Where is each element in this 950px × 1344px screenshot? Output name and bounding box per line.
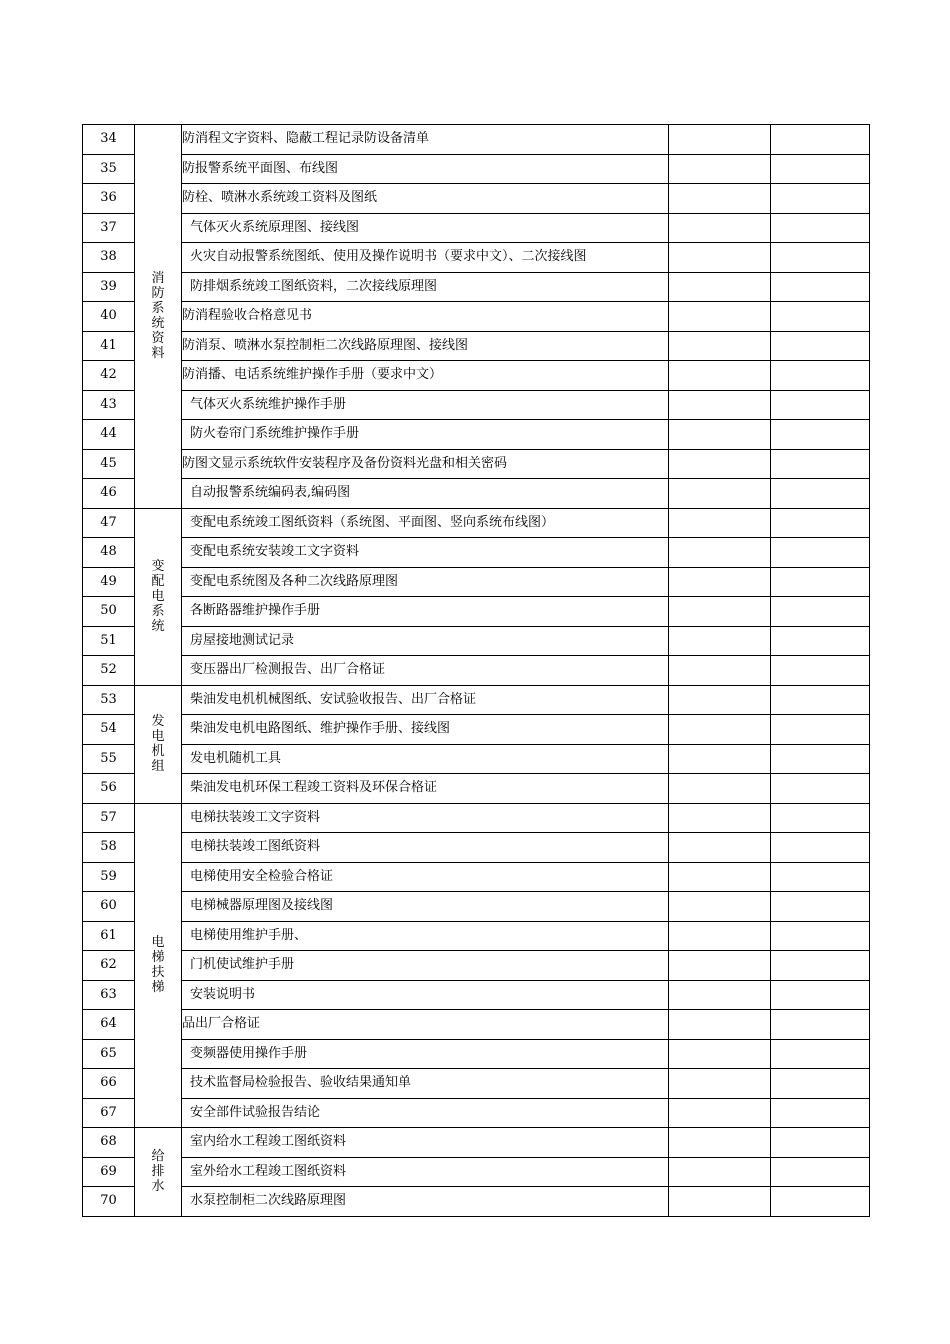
blank-cell-b — [771, 1157, 870, 1187]
table-row — [83, 626, 870, 656]
row-number: 53 — [83, 685, 135, 715]
blank-cell-a — [669, 833, 771, 863]
table-row — [83, 685, 870, 715]
row-number: 63 — [83, 980, 135, 1010]
item-description: 变压器出厂检测报告、出厂合格证 — [182, 656, 669, 686]
category-label: 给排水 — [151, 1149, 165, 1195]
item-description: 品出厂合格证 — [182, 1010, 669, 1040]
item-description: 变配电系统安装竣工文字资料 — [182, 538, 669, 568]
blank-cell-b — [771, 420, 870, 450]
blank-cell-a — [669, 774, 771, 804]
blank-cell-a — [669, 1098, 771, 1128]
item-description: 水泵控制柜二次线路原理图 — [182, 1187, 669, 1217]
table-row — [83, 508, 870, 538]
table-row — [83, 803, 870, 833]
item-description: 防报警系统平面图、布线图 — [182, 154, 669, 184]
table-row — [83, 892, 870, 922]
row-number: 54 — [83, 715, 135, 745]
row-number: 38 — [83, 243, 135, 273]
blank-cell-a — [669, 125, 771, 155]
row-number: 48 — [83, 538, 135, 568]
category-label: 发电机组 — [151, 714, 165, 774]
item-description: 防火卷帘门系统维护操作手册 — [182, 420, 669, 450]
blank-cell-a — [669, 803, 771, 833]
item-description: 房屋接地测试记录 — [182, 626, 669, 656]
row-number: 69 — [83, 1157, 135, 1187]
row-number: 37 — [83, 213, 135, 243]
blank-cell-b — [771, 479, 870, 509]
blank-cell-a — [669, 361, 771, 391]
item-description: 防排烟系统竣工图纸资料，二次接线原理图 — [182, 272, 669, 302]
blank-cell-b — [771, 685, 870, 715]
blank-cell-a — [669, 302, 771, 332]
row-number: 60 — [83, 892, 135, 922]
blank-cell-a — [669, 331, 771, 361]
blank-cell-a — [669, 1010, 771, 1040]
row-number: 68 — [83, 1128, 135, 1158]
table-row — [83, 302, 870, 332]
blank-cell-b — [771, 243, 870, 273]
blank-cell-a — [669, 272, 771, 302]
blank-cell-a — [669, 744, 771, 774]
table-row — [83, 479, 870, 509]
row-number: 56 — [83, 774, 135, 804]
blank-cell-b — [771, 272, 870, 302]
table-row — [83, 243, 870, 273]
table-row — [83, 1098, 870, 1128]
table-row — [83, 125, 870, 155]
blank-cell-b — [771, 567, 870, 597]
blank-cell-a — [669, 656, 771, 686]
row-number: 42 — [83, 361, 135, 391]
item-description: 室外给水工程竣工图纸资料 — [182, 1157, 669, 1187]
blank-cell-b — [771, 1098, 870, 1128]
blank-cell-a — [669, 420, 771, 450]
table-row — [83, 567, 870, 597]
table-row — [83, 213, 870, 243]
blank-cell-a — [669, 1157, 771, 1187]
blank-cell-b — [771, 538, 870, 568]
blank-cell-b — [771, 390, 870, 420]
blank-cell-b — [771, 862, 870, 892]
blank-cell-a — [669, 1039, 771, 1069]
blank-cell-b — [771, 302, 870, 332]
blank-cell-b — [771, 213, 870, 243]
blank-cell-a — [669, 243, 771, 273]
row-number: 70 — [83, 1187, 135, 1217]
item-description: 变频器使用操作手册 — [182, 1039, 669, 1069]
item-description: 防消播、电话系统维护操作手册（要求中文） — [182, 361, 669, 391]
blank-cell-b — [771, 951, 870, 981]
table-row — [83, 272, 870, 302]
blank-cell-a — [669, 862, 771, 892]
blank-cell-a — [669, 184, 771, 214]
table-row — [83, 331, 870, 361]
blank-cell-a — [669, 538, 771, 568]
blank-cell-b — [771, 1010, 870, 1040]
blank-cell-a — [669, 449, 771, 479]
row-number: 35 — [83, 154, 135, 184]
table-row — [83, 656, 870, 686]
table-row — [83, 1187, 870, 1217]
item-description: 各断路器维护操作手册 — [182, 597, 669, 627]
blank-cell-a — [669, 951, 771, 981]
item-description: 变配电系统竣工图纸资料（系统图、平面图、竖向系统布线图） — [182, 508, 669, 538]
blank-cell-b — [771, 626, 870, 656]
table-row — [83, 744, 870, 774]
blank-cell-b — [771, 1039, 870, 1069]
row-number: 41 — [83, 331, 135, 361]
category-cell — [135, 1128, 182, 1217]
document-page — [82, 124, 869, 1217]
blank-cell-b — [771, 508, 870, 538]
blank-cell-a — [669, 479, 771, 509]
table-row — [83, 1128, 870, 1158]
blank-cell-a — [669, 980, 771, 1010]
blank-cell-b — [771, 921, 870, 951]
blank-cell-a — [669, 715, 771, 745]
row-number: 44 — [83, 420, 135, 450]
row-number: 40 — [83, 302, 135, 332]
category-cell — [135, 685, 182, 803]
row-number: 39 — [83, 272, 135, 302]
item-description: 安全部件试验报告结论 — [182, 1098, 669, 1128]
blank-cell-b — [771, 125, 870, 155]
row-number: 47 — [83, 508, 135, 538]
blank-cell-b — [771, 803, 870, 833]
blank-cell-b — [771, 331, 870, 361]
category-cell — [135, 508, 182, 685]
row-number: 61 — [83, 921, 135, 951]
blank-cell-b — [771, 449, 870, 479]
item-description: 技术监督局检验报告、验收结果通知单 — [182, 1069, 669, 1099]
row-number: 57 — [83, 803, 135, 833]
row-number: 59 — [83, 862, 135, 892]
category-label: 电梯扶梯 — [151, 935, 165, 996]
table-row — [83, 449, 870, 479]
blank-cell-b — [771, 715, 870, 745]
row-number: 51 — [83, 626, 135, 656]
table-row — [83, 184, 870, 214]
item-description: 防消泵、喷淋水泵控制柜二次线路原理图、接线图 — [182, 331, 669, 361]
item-description: 电梯扶装竣工文字资料 — [182, 803, 669, 833]
row-number: 67 — [83, 1098, 135, 1128]
blank-cell-a — [669, 626, 771, 656]
row-number: 49 — [83, 567, 135, 597]
blank-cell-b — [771, 1069, 870, 1099]
table-row — [83, 1069, 870, 1099]
item-description: 气体灭火系统维护操作手册 — [182, 390, 669, 420]
item-description: 柴油发电机电路图纸、维护操作手册、接线图 — [182, 715, 669, 745]
table-row — [83, 921, 870, 951]
row-number: 43 — [83, 390, 135, 420]
item-description: 防消程验收合格意见书 — [182, 302, 669, 332]
category-label: 变配电系统 — [151, 559, 165, 634]
row-number: 65 — [83, 1039, 135, 1069]
table-row — [83, 980, 870, 1010]
item-description: 自动报警系统编码表,编码图 — [182, 479, 669, 509]
row-number: 55 — [83, 744, 135, 774]
row-number: 52 — [83, 656, 135, 686]
item-description: 室内给水工程竣工图纸资料 — [182, 1128, 669, 1158]
blank-cell-b — [771, 361, 870, 391]
table-row — [83, 390, 870, 420]
blank-cell-a — [669, 921, 771, 951]
blank-cell-a — [669, 892, 771, 922]
blank-cell-a — [669, 1069, 771, 1099]
archive-checklist-table — [82, 124, 870, 1217]
blank-cell-b — [771, 1128, 870, 1158]
table-row — [83, 1010, 870, 1040]
blank-cell-b — [771, 597, 870, 627]
blank-cell-a — [669, 597, 771, 627]
blank-cell-b — [771, 833, 870, 863]
blank-cell-a — [669, 1187, 771, 1217]
row-number: 64 — [83, 1010, 135, 1040]
blank-cell-a — [669, 508, 771, 538]
table-row — [83, 154, 870, 184]
table-row — [83, 951, 870, 981]
item-description: 柴油发电机机械图纸、安试验收报告、出厂合格证 — [182, 685, 669, 715]
category-label: 消防系统资料 — [151, 271, 165, 362]
table-row — [83, 597, 870, 627]
blank-cell-b — [771, 656, 870, 686]
row-number: 50 — [83, 597, 135, 627]
blank-cell-b — [771, 1187, 870, 1217]
row-number: 36 — [83, 184, 135, 214]
row-number: 58 — [83, 833, 135, 863]
item-description: 气体灭火系统原理图、接线图 — [182, 213, 669, 243]
blank-cell-b — [771, 184, 870, 214]
blank-cell-a — [669, 685, 771, 715]
item-description: 防图文显示系统软件安装程序及备份资料光盘和相关密码 — [182, 449, 669, 479]
table-row — [83, 833, 870, 863]
item-description: 门机使试维护手册 — [182, 951, 669, 981]
item-description: 柴油发电机环保工程竣工资料及环保合格证 — [182, 774, 669, 804]
item-description: 防栓、喷淋水系统竣工资料及图纸 — [182, 184, 669, 214]
blank-cell-a — [669, 390, 771, 420]
table-row — [83, 538, 870, 568]
item-description: 防消程文字资料、隐蔽工程记录防设备清单 — [182, 125, 669, 155]
item-description: 电梯使用维护手册、 — [182, 921, 669, 951]
item-description: 变配电系统图及各种二次线路原理图 — [182, 567, 669, 597]
item-description: 安装说明书 — [182, 980, 669, 1010]
blank-cell-b — [771, 892, 870, 922]
table-body — [83, 125, 870, 1217]
table-row — [83, 361, 870, 391]
row-number: 66 — [83, 1069, 135, 1099]
table-row — [83, 420, 870, 450]
row-number: 45 — [83, 449, 135, 479]
row-number: 62 — [83, 951, 135, 981]
category-cell — [135, 125, 182, 509]
blank-cell-a — [669, 154, 771, 184]
item-description: 电梯扶装竣工图纸资料 — [182, 833, 669, 863]
blank-cell-a — [669, 213, 771, 243]
category-cell — [135, 803, 182, 1128]
blank-cell-a — [669, 1128, 771, 1158]
item-description: 火灾自动报警系统图纸、使用及操作说明书（要求中文）、二次接线图 — [182, 243, 669, 273]
item-description: 电梯使用安全检验合格证 — [182, 862, 669, 892]
table-row — [83, 774, 870, 804]
item-description: 发电机随机工具 — [182, 744, 669, 774]
blank-cell-b — [771, 774, 870, 804]
row-number: 46 — [83, 479, 135, 509]
table-row — [83, 1039, 870, 1069]
blank-cell-b — [771, 980, 870, 1010]
blank-cell-b — [771, 154, 870, 184]
row-number: 34 — [83, 125, 135, 155]
item-description: 电梯械器原理图及接线图 — [182, 892, 669, 922]
table-row — [83, 1157, 870, 1187]
blank-cell-b — [771, 744, 870, 774]
blank-cell-a — [669, 567, 771, 597]
table-row — [83, 715, 870, 745]
table-row — [83, 862, 870, 892]
